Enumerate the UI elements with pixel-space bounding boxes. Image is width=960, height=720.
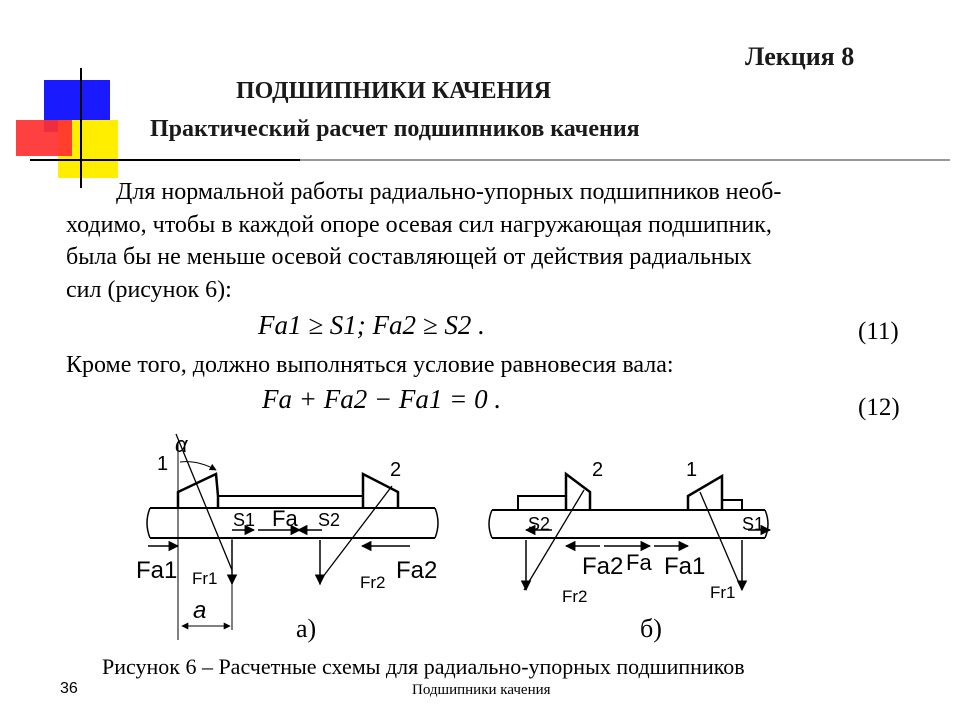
lecture-number: Лекция 8 xyxy=(745,42,855,71)
diagram-b-label: б) xyxy=(640,614,662,643)
diagram-a-label: а) xyxy=(296,614,317,643)
support-2-label-b: 2 xyxy=(592,459,604,481)
bearing-diagrams xyxy=(0,430,960,650)
break-left-b xyxy=(489,510,492,538)
s1-label-a: S1 xyxy=(233,510,256,530)
body-text xyxy=(66,176,916,306)
s1-label-b: S1 xyxy=(742,514,765,534)
fa-label-b: Fa xyxy=(626,550,652,575)
body-line-1: Для нормальной работы радиально-упорных подшипников необ- xyxy=(116,179,782,205)
s2-label-a: S2 xyxy=(318,510,341,530)
fr1-label-b: Fr1 xyxy=(710,583,736,602)
fa2-label-b: Fa2 xyxy=(582,553,624,580)
logo-red-square xyxy=(16,120,72,156)
figure-caption: Рисунок 6 – Расчетные схемы для радиально-упорных подшипников xyxy=(102,654,745,679)
body-line-4: сил (рисунок 6): xyxy=(66,276,232,303)
alpha-label: α xyxy=(175,432,188,457)
support-1-label-a: 1 xyxy=(157,453,169,475)
diagram-b xyxy=(489,459,770,606)
body-line-2: ходимо, чтобы в каждой опоре осевая сил нагружающая подшипник, xyxy=(66,211,772,238)
body-line-5: Кроме того, должно выполняться условие равновесия вала: xyxy=(66,352,674,378)
footer-title: Подшипники качения xyxy=(412,682,551,698)
formula-11-number: (11) xyxy=(858,318,899,345)
fr2-label-a: Fr2 xyxy=(360,573,386,592)
s2-label-b: S2 xyxy=(528,514,551,534)
shaft-step-right-b xyxy=(722,500,742,510)
page-subtitle: Практический расчет подшипников качения xyxy=(150,116,640,142)
page-number: 36 xyxy=(60,680,78,697)
support-2-label-a: 2 xyxy=(390,459,402,481)
support-1-label-b: 1 xyxy=(686,459,698,481)
formula-11: Fa1 ≥ S1; Fa2 ≥ S2 . xyxy=(258,310,485,340)
dim-a-label: a xyxy=(193,597,207,624)
fa2-label-a: Fa2 xyxy=(396,557,438,584)
fr2-label-b: Fr2 xyxy=(562,587,588,606)
contact-line-2-a xyxy=(322,486,392,578)
formula-12: Fa + Fa2 − Fa1 = 0 . xyxy=(262,384,502,414)
break-right-b xyxy=(765,510,768,538)
shaft-step-left-b xyxy=(518,496,566,510)
alpha-arc xyxy=(180,462,216,470)
diagram-a xyxy=(136,432,438,640)
page-title: ПОДШИПНИКИ КАЧЕНИЯ xyxy=(236,78,552,104)
contact-line-2-b xyxy=(524,490,584,590)
fr1-label-a: Fr1 xyxy=(192,569,218,588)
break-left-a xyxy=(147,508,150,538)
fa1-label-b: Fa1 xyxy=(664,553,706,580)
fa-label-a: Fa xyxy=(272,506,298,531)
body-line-3: была бы не меньше осевой составляющей от действия радиальных xyxy=(66,244,752,270)
bearing-2-b xyxy=(566,474,590,510)
fa1-label-a: Fa1 xyxy=(136,557,178,584)
break-right-a xyxy=(435,508,438,538)
formula-12-number: (12) xyxy=(858,394,900,421)
bearing-1-a xyxy=(178,474,218,508)
